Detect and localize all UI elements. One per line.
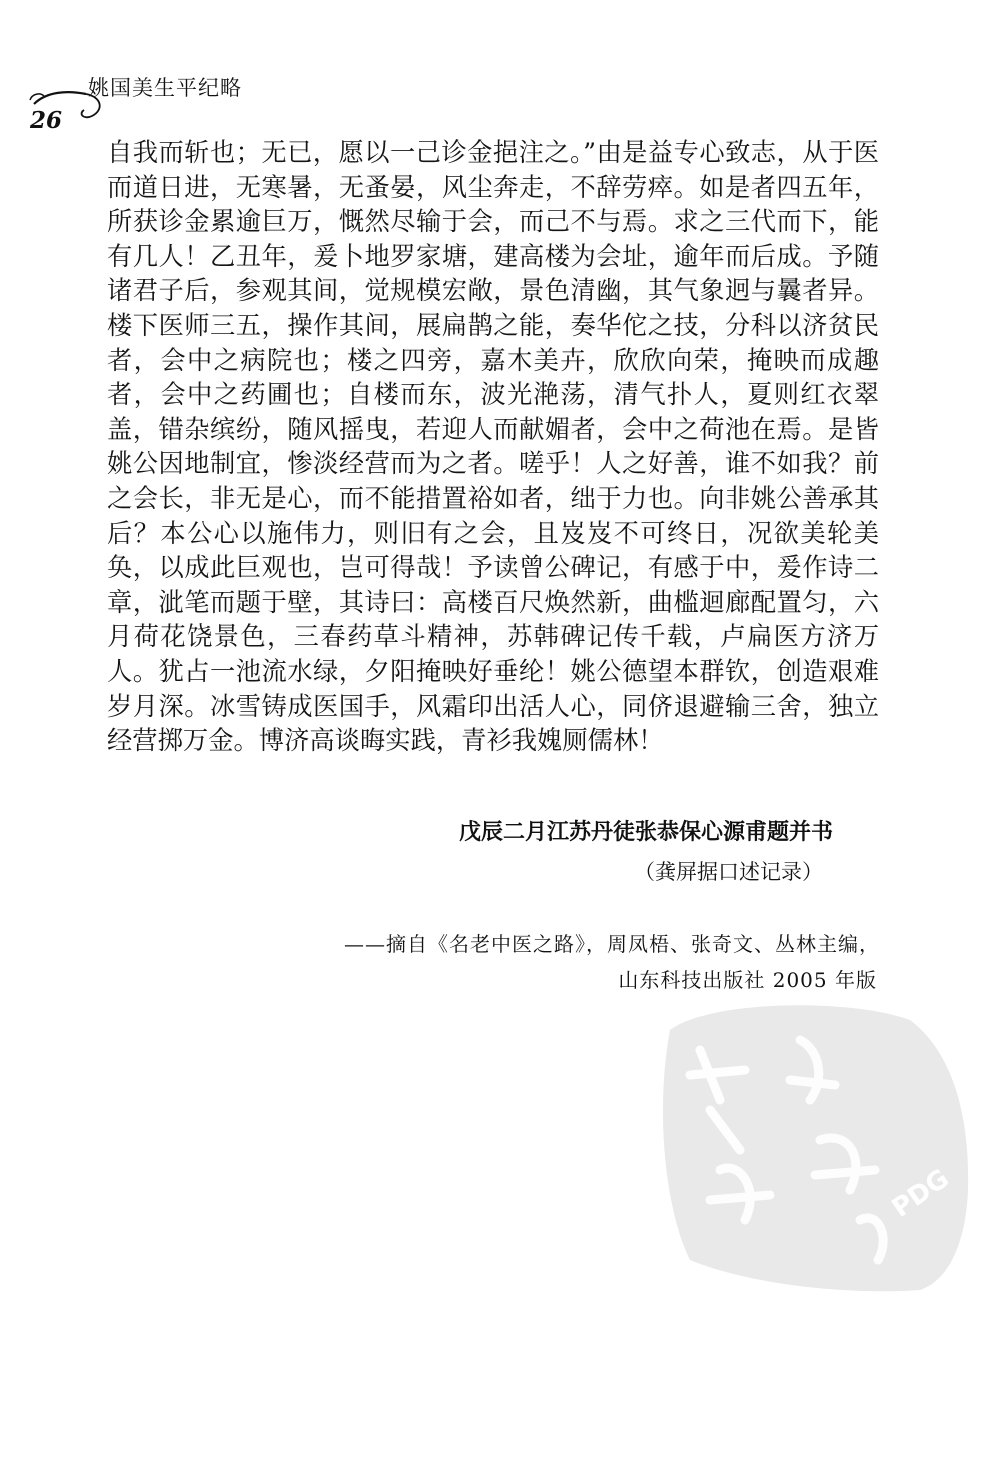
signature-recorder: （龚屏据口述记录）	[634, 860, 823, 884]
source-citation-line1: ——摘自《名老中医之路》，周凤梧、张奇文、丛林主编，	[344, 932, 880, 956]
page-number: 26	[30, 107, 63, 134]
source-citation-line2: 山东科技出版社 2005 年版	[618, 968, 877, 992]
watermark-label: PDG	[886, 1163, 955, 1224]
running-title: 姚国美生平纪略	[88, 76, 242, 100]
seal-watermark	[650, 990, 980, 1300]
signature-author: 戊辰二月江苏丹徒张恭保心源甫题并书	[458, 820, 833, 845]
body-paragraph: 自我而斩也；无已，愿以一己诊金挹注之。”由是益专心致志，从于医而道日进，无寒暑，无蚤晏，风尘奔走，不辞劳瘁。如是者四五年，所获诊金累逾巨万，慨然尽输于会，而己不与焉。求之三代而下，能有几人！乙丑年，爰卜地罗家塘，建高楼为会址，逾年而后成。予随诸君子后，参观其间，觉规模宏敞，景色清幽，其气象迥与曩者异。楼下医师三五，操作其间，展扁鹊之能，奏华佗之技，分科以济贫民者，会中之病院也；楼之四旁，嘉木美卉，欣欣向荣，掩映而成趣者，会中之药圃也；自楼而东，波光滟荡，清气扑人，夏则红衣翠盖，错杂缤纷，随风摇曳，若迎人而献媚者，会中之荷池在焉。是皆姚公因地制宜，惨淡经营而为之者。嗟乎！人之好善，谁不如我？前之会长，非无是心，而不能措置裕如者，绌于力也。向非姚公善承其后？本公心以施伟力，则旧有之会，且岌岌不可终日，况欲美轮美奂，以成此巨观也，岂可得哉！予读曾公碑记，有感于中，爰作诗二章，泚笔而题于壁，其诗曰：高楼百尺焕然新，曲槛迴廊配置匀，六月荷花饶景色，三春药草斗精神，苏韩碑记传千载，卢扁医方济万人。犹占一池流水绿，夕阳掩映好垂纶！姚公德望本群钦，创造艰难岁月深。冰雪铸成医国手，风霜印出活人心，同侪退避输三舍，独立经营掷万金。博济高谈晦实践，青衫我媿厕儒林！	[107, 138, 879, 756]
